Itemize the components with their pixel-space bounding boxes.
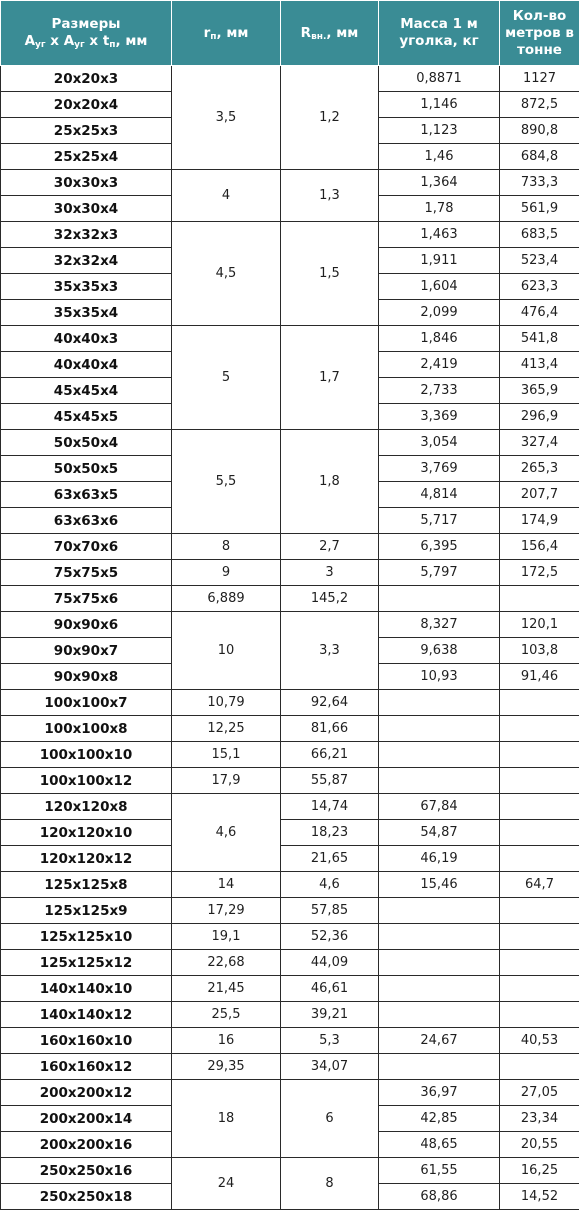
cell-mass: 42,85 bbox=[379, 1106, 500, 1132]
table-row bbox=[1, 976, 579, 1002]
cell-mass: 2,419 bbox=[379, 352, 500, 378]
cell-R: 4,6 bbox=[281, 872, 379, 898]
table-row bbox=[1, 612, 579, 638]
cell-count: 413,4 bbox=[500, 352, 579, 378]
cell-size: 32x32x3 bbox=[1, 222, 172, 248]
cell-mass: 3,769 bbox=[379, 456, 500, 482]
cell-size: 125x125x12 bbox=[1, 950, 172, 976]
cell-size: 30x30x4 bbox=[1, 196, 172, 222]
cell-mass: 9,638 bbox=[379, 638, 500, 664]
table-row bbox=[1, 690, 579, 716]
cell-R: 145,2 bbox=[281, 586, 379, 612]
cell-size: 250x250x18 bbox=[1, 1184, 172, 1210]
header-R bbox=[281, 1, 379, 66]
header-r-main: r bbox=[204, 25, 211, 41]
cell-mass: 48,65 bbox=[379, 1132, 500, 1158]
cell-count bbox=[500, 690, 579, 716]
table-row bbox=[1, 924, 579, 950]
cell-count bbox=[500, 950, 579, 976]
header-count: Кол-во метров в тонне bbox=[500, 1, 579, 66]
cell-mass: 1,463 bbox=[379, 222, 500, 248]
cell-count: 156,4 bbox=[500, 534, 579, 560]
cell-size: 32x32x4 bbox=[1, 248, 172, 274]
cell-count bbox=[500, 846, 579, 872]
header-R-main: R bbox=[301, 25, 311, 41]
cell-count: 20,55 bbox=[500, 1132, 579, 1158]
cell-count: 327,4 bbox=[500, 430, 579, 456]
cell-count: 91,46 bbox=[500, 664, 579, 690]
table-row bbox=[1, 1028, 579, 1054]
cell-mass bbox=[379, 898, 500, 924]
cell-r: 22,68 bbox=[172, 950, 281, 976]
cell-size: 75x75x5 bbox=[1, 560, 172, 586]
table-row bbox=[1, 1002, 579, 1028]
cell-r: 17,29 bbox=[172, 898, 281, 924]
cell-count: 40,53 bbox=[500, 1028, 579, 1054]
cell-r: 4 bbox=[172, 170, 281, 222]
cell-mass: 2,733 bbox=[379, 378, 500, 404]
cell-count: 64,7 bbox=[500, 872, 579, 898]
cell-count: 872,5 bbox=[500, 92, 579, 118]
cell-count: 14,52 bbox=[500, 1184, 579, 1210]
cell-mass: 3,369 bbox=[379, 404, 500, 430]
cell-mass bbox=[379, 742, 500, 768]
cell-size: 50x50x5 bbox=[1, 456, 172, 482]
cell-size: 35x35x3 bbox=[1, 274, 172, 300]
table-row bbox=[1, 820, 579, 846]
cell-count: 1127 bbox=[500, 66, 579, 92]
cell-size: 120x120x10 bbox=[1, 820, 172, 846]
table-row bbox=[1, 794, 579, 820]
cell-R: 52,36 bbox=[281, 924, 379, 950]
cell-size: 20x20x3 bbox=[1, 66, 172, 92]
cell-r: 24 bbox=[172, 1158, 281, 1210]
cell-size: 30x30x3 bbox=[1, 170, 172, 196]
cell-count: 541,8 bbox=[500, 326, 579, 352]
cell-r: 8 bbox=[172, 534, 281, 560]
cell-R: 6 bbox=[281, 1080, 379, 1158]
cell-R: 1,7 bbox=[281, 326, 379, 430]
cell-mass bbox=[379, 586, 500, 612]
table-row bbox=[1, 222, 579, 248]
header-size-unit: , мм bbox=[116, 33, 148, 49]
table-row bbox=[1, 1080, 579, 1106]
cell-size: 25x25x4 bbox=[1, 144, 172, 170]
cell-R: 57,85 bbox=[281, 898, 379, 924]
table-header-row bbox=[1, 1, 579, 66]
header-size-a: A bbox=[25, 33, 35, 49]
table-row bbox=[1, 950, 579, 976]
cell-R: 1,2 bbox=[281, 66, 379, 170]
header-r bbox=[172, 1, 281, 66]
cell-R: 1,5 bbox=[281, 222, 379, 326]
cell-mass: 15,46 bbox=[379, 872, 500, 898]
cell-count: 103,8 bbox=[500, 638, 579, 664]
header-R-sub: вн. bbox=[311, 32, 326, 42]
cell-count: 296,9 bbox=[500, 404, 579, 430]
cell-r: 16 bbox=[172, 1028, 281, 1054]
cell-size: 160x160x10 bbox=[1, 1028, 172, 1054]
cell-size: 100x100x8 bbox=[1, 716, 172, 742]
cell-r: 10,79 bbox=[172, 690, 281, 716]
table-row bbox=[1, 66, 579, 92]
cell-r: 9 bbox=[172, 560, 281, 586]
cell-mass bbox=[379, 924, 500, 950]
cell-mass: 6,395 bbox=[379, 534, 500, 560]
cell-count bbox=[500, 742, 579, 768]
cell-mass: 1,146 bbox=[379, 92, 500, 118]
cell-mass: 67,84 bbox=[379, 794, 500, 820]
cell-R: 8 bbox=[281, 1158, 379, 1210]
cell-r: 17,9 bbox=[172, 768, 281, 794]
cell-R: 66,21 bbox=[281, 742, 379, 768]
cell-count: 733,3 bbox=[500, 170, 579, 196]
cell-r: 6,889 bbox=[172, 586, 281, 612]
cell-size: 35x35x4 bbox=[1, 300, 172, 326]
table-row bbox=[1, 716, 579, 742]
table-row bbox=[1, 326, 579, 352]
table-body bbox=[1, 66, 579, 1210]
header-size bbox=[1, 1, 172, 66]
cell-size: 200x200x12 bbox=[1, 1080, 172, 1106]
cell-R: 2,7 bbox=[281, 534, 379, 560]
header-size-t-sub: п bbox=[109, 40, 115, 50]
cell-r: 15,1 bbox=[172, 742, 281, 768]
cell-size: 40x40x3 bbox=[1, 326, 172, 352]
cell-R: 3 bbox=[281, 560, 379, 586]
cell-mass: 1,911 bbox=[379, 248, 500, 274]
cell-mass: 4,814 bbox=[379, 482, 500, 508]
cell-R: 14,74 bbox=[281, 794, 379, 820]
cell-r: 14 bbox=[172, 872, 281, 898]
cell-R: 39,21 bbox=[281, 1002, 379, 1028]
cell-mass: 3,054 bbox=[379, 430, 500, 456]
cell-count: 174,9 bbox=[500, 508, 579, 534]
cell-size: 63x63x6 bbox=[1, 508, 172, 534]
cell-count: 365,9 bbox=[500, 378, 579, 404]
header-size-a-sub: уг bbox=[35, 40, 46, 50]
cell-mass: 1,364 bbox=[379, 170, 500, 196]
cell-count bbox=[500, 794, 579, 820]
cell-size: 90x90x8 bbox=[1, 664, 172, 690]
cell-mass: 1,846 bbox=[379, 326, 500, 352]
cell-mass bbox=[379, 976, 500, 1002]
cell-count: 623,3 bbox=[500, 274, 579, 300]
cell-R: 1,3 bbox=[281, 170, 379, 222]
cell-count: 523,4 bbox=[500, 248, 579, 274]
table-row bbox=[1, 1054, 579, 1080]
cell-mass: 2,099 bbox=[379, 300, 500, 326]
table-row bbox=[1, 872, 579, 898]
cell-size: 75x75x6 bbox=[1, 586, 172, 612]
cell-size: 100x100x12 bbox=[1, 768, 172, 794]
cell-mass bbox=[379, 1054, 500, 1080]
cell-mass: 1,46 bbox=[379, 144, 500, 170]
cell-count bbox=[500, 1054, 579, 1080]
cell-mass: 1,78 bbox=[379, 196, 500, 222]
cell-size: 70x70x6 bbox=[1, 534, 172, 560]
cell-R: 46,61 bbox=[281, 976, 379, 1002]
cell-mass: 68,86 bbox=[379, 1184, 500, 1210]
cell-mass bbox=[379, 690, 500, 716]
cell-size: 140x140x10 bbox=[1, 976, 172, 1002]
cell-r: 29,35 bbox=[172, 1054, 281, 1080]
table-row bbox=[1, 898, 579, 924]
table-row bbox=[1, 560, 579, 586]
cell-mass: 36,97 bbox=[379, 1080, 500, 1106]
cell-r: 4,5 bbox=[172, 222, 281, 326]
cell-size: 125x125x8 bbox=[1, 872, 172, 898]
cell-count: 172,5 bbox=[500, 560, 579, 586]
cell-count: 16,25 bbox=[500, 1158, 579, 1184]
header-mass: Масса 1 м уголка, кг bbox=[379, 1, 500, 66]
cell-mass: 0,8871 bbox=[379, 66, 500, 92]
cell-count: 265,3 bbox=[500, 456, 579, 482]
cell-size: 45x45x5 bbox=[1, 404, 172, 430]
cell-count bbox=[500, 976, 579, 1002]
cell-mass: 1,604 bbox=[379, 274, 500, 300]
cell-size: 40x40x4 bbox=[1, 352, 172, 378]
header-R-unit: , мм bbox=[326, 25, 358, 41]
cell-mass: 24,67 bbox=[379, 1028, 500, 1054]
cell-mass: 1,123 bbox=[379, 118, 500, 144]
cell-count bbox=[500, 924, 579, 950]
cell-mass bbox=[379, 716, 500, 742]
cell-r: 5 bbox=[172, 326, 281, 430]
cell-r: 18 bbox=[172, 1080, 281, 1158]
cell-R: 21,65 bbox=[281, 846, 379, 872]
cell-count: 890,8 bbox=[500, 118, 579, 144]
cell-R: 3,3 bbox=[281, 612, 379, 690]
cell-size: 125x125x10 bbox=[1, 924, 172, 950]
cell-size: 120x120x8 bbox=[1, 794, 172, 820]
cell-count: 27,05 bbox=[500, 1080, 579, 1106]
cell-size: 120x120x12 bbox=[1, 846, 172, 872]
table-row bbox=[1, 586, 579, 612]
cell-mass bbox=[379, 1002, 500, 1028]
cell-size: 20x20x4 bbox=[1, 92, 172, 118]
cell-mass bbox=[379, 768, 500, 794]
cell-r: 5,5 bbox=[172, 430, 281, 534]
cell-r: 19,1 bbox=[172, 924, 281, 950]
header-r-unit: , мм bbox=[216, 25, 248, 41]
table-row bbox=[1, 534, 579, 560]
cell-count: 684,8 bbox=[500, 144, 579, 170]
header-size-a2-sub: уг bbox=[74, 40, 85, 50]
table-row bbox=[1, 846, 579, 872]
cell-mass: 8,327 bbox=[379, 612, 500, 638]
cell-r: 25,5 bbox=[172, 1002, 281, 1028]
cell-count: 120,1 bbox=[500, 612, 579, 638]
table-row bbox=[1, 430, 579, 456]
cell-count bbox=[500, 1002, 579, 1028]
header-r-sub: п bbox=[210, 32, 216, 42]
cell-size: 250x250x16 bbox=[1, 1158, 172, 1184]
cell-size: 90x90x7 bbox=[1, 638, 172, 664]
cell-count bbox=[500, 716, 579, 742]
cell-size: 125x125x9 bbox=[1, 898, 172, 924]
cell-size: 25x25x3 bbox=[1, 118, 172, 144]
header-size-line1: Размеры bbox=[52, 16, 121, 32]
cell-count: 561,9 bbox=[500, 196, 579, 222]
cell-count: 207,7 bbox=[500, 482, 579, 508]
cell-R: 34,07 bbox=[281, 1054, 379, 1080]
cell-mass: 46,19 bbox=[379, 846, 500, 872]
cell-r: 10 bbox=[172, 612, 281, 690]
cell-size: 50x50x4 bbox=[1, 430, 172, 456]
cell-r: 21,45 bbox=[172, 976, 281, 1002]
cell-size: 100x100x7 bbox=[1, 690, 172, 716]
cell-mass: 5,797 bbox=[379, 560, 500, 586]
cell-R: 18,23 bbox=[281, 820, 379, 846]
cell-count bbox=[500, 768, 579, 794]
cell-size: 90x90x6 bbox=[1, 612, 172, 638]
cell-mass: 54,87 bbox=[379, 820, 500, 846]
cell-size: 63x63x5 bbox=[1, 482, 172, 508]
cell-size: 45x45x4 bbox=[1, 378, 172, 404]
cell-count: 23,34 bbox=[500, 1106, 579, 1132]
cell-R: 55,87 bbox=[281, 768, 379, 794]
header-size-x1: x A bbox=[46, 33, 75, 49]
cell-count: 683,5 bbox=[500, 222, 579, 248]
cell-R: 1,8 bbox=[281, 430, 379, 534]
cell-count: 476,4 bbox=[500, 300, 579, 326]
cell-mass bbox=[379, 950, 500, 976]
cell-mass: 10,93 bbox=[379, 664, 500, 690]
cell-R: 5,3 bbox=[281, 1028, 379, 1054]
cell-count bbox=[500, 820, 579, 846]
cell-mass: 61,55 bbox=[379, 1158, 500, 1184]
cell-size: 200x200x16 bbox=[1, 1132, 172, 1158]
cell-r: 3,5 bbox=[172, 66, 281, 170]
table-row bbox=[1, 742, 579, 768]
table-row bbox=[1, 768, 579, 794]
cell-r: 4,6 bbox=[172, 794, 281, 872]
cell-mass: 5,717 bbox=[379, 508, 500, 534]
cell-size: 140x140x12 bbox=[1, 1002, 172, 1028]
header-size-x2: x t bbox=[85, 33, 110, 49]
cell-count bbox=[500, 586, 579, 612]
cell-size: 200x200x14 bbox=[1, 1106, 172, 1132]
cell-size: 160x160x12 bbox=[1, 1054, 172, 1080]
cell-R: 44,09 bbox=[281, 950, 379, 976]
cell-R: 92,64 bbox=[281, 690, 379, 716]
table-row bbox=[1, 1158, 579, 1184]
cell-R: 81,66 bbox=[281, 716, 379, 742]
cell-count bbox=[500, 898, 579, 924]
table-row bbox=[1, 170, 579, 196]
cell-size: 100x100x10 bbox=[1, 742, 172, 768]
cell-r: 12,25 bbox=[172, 716, 281, 742]
